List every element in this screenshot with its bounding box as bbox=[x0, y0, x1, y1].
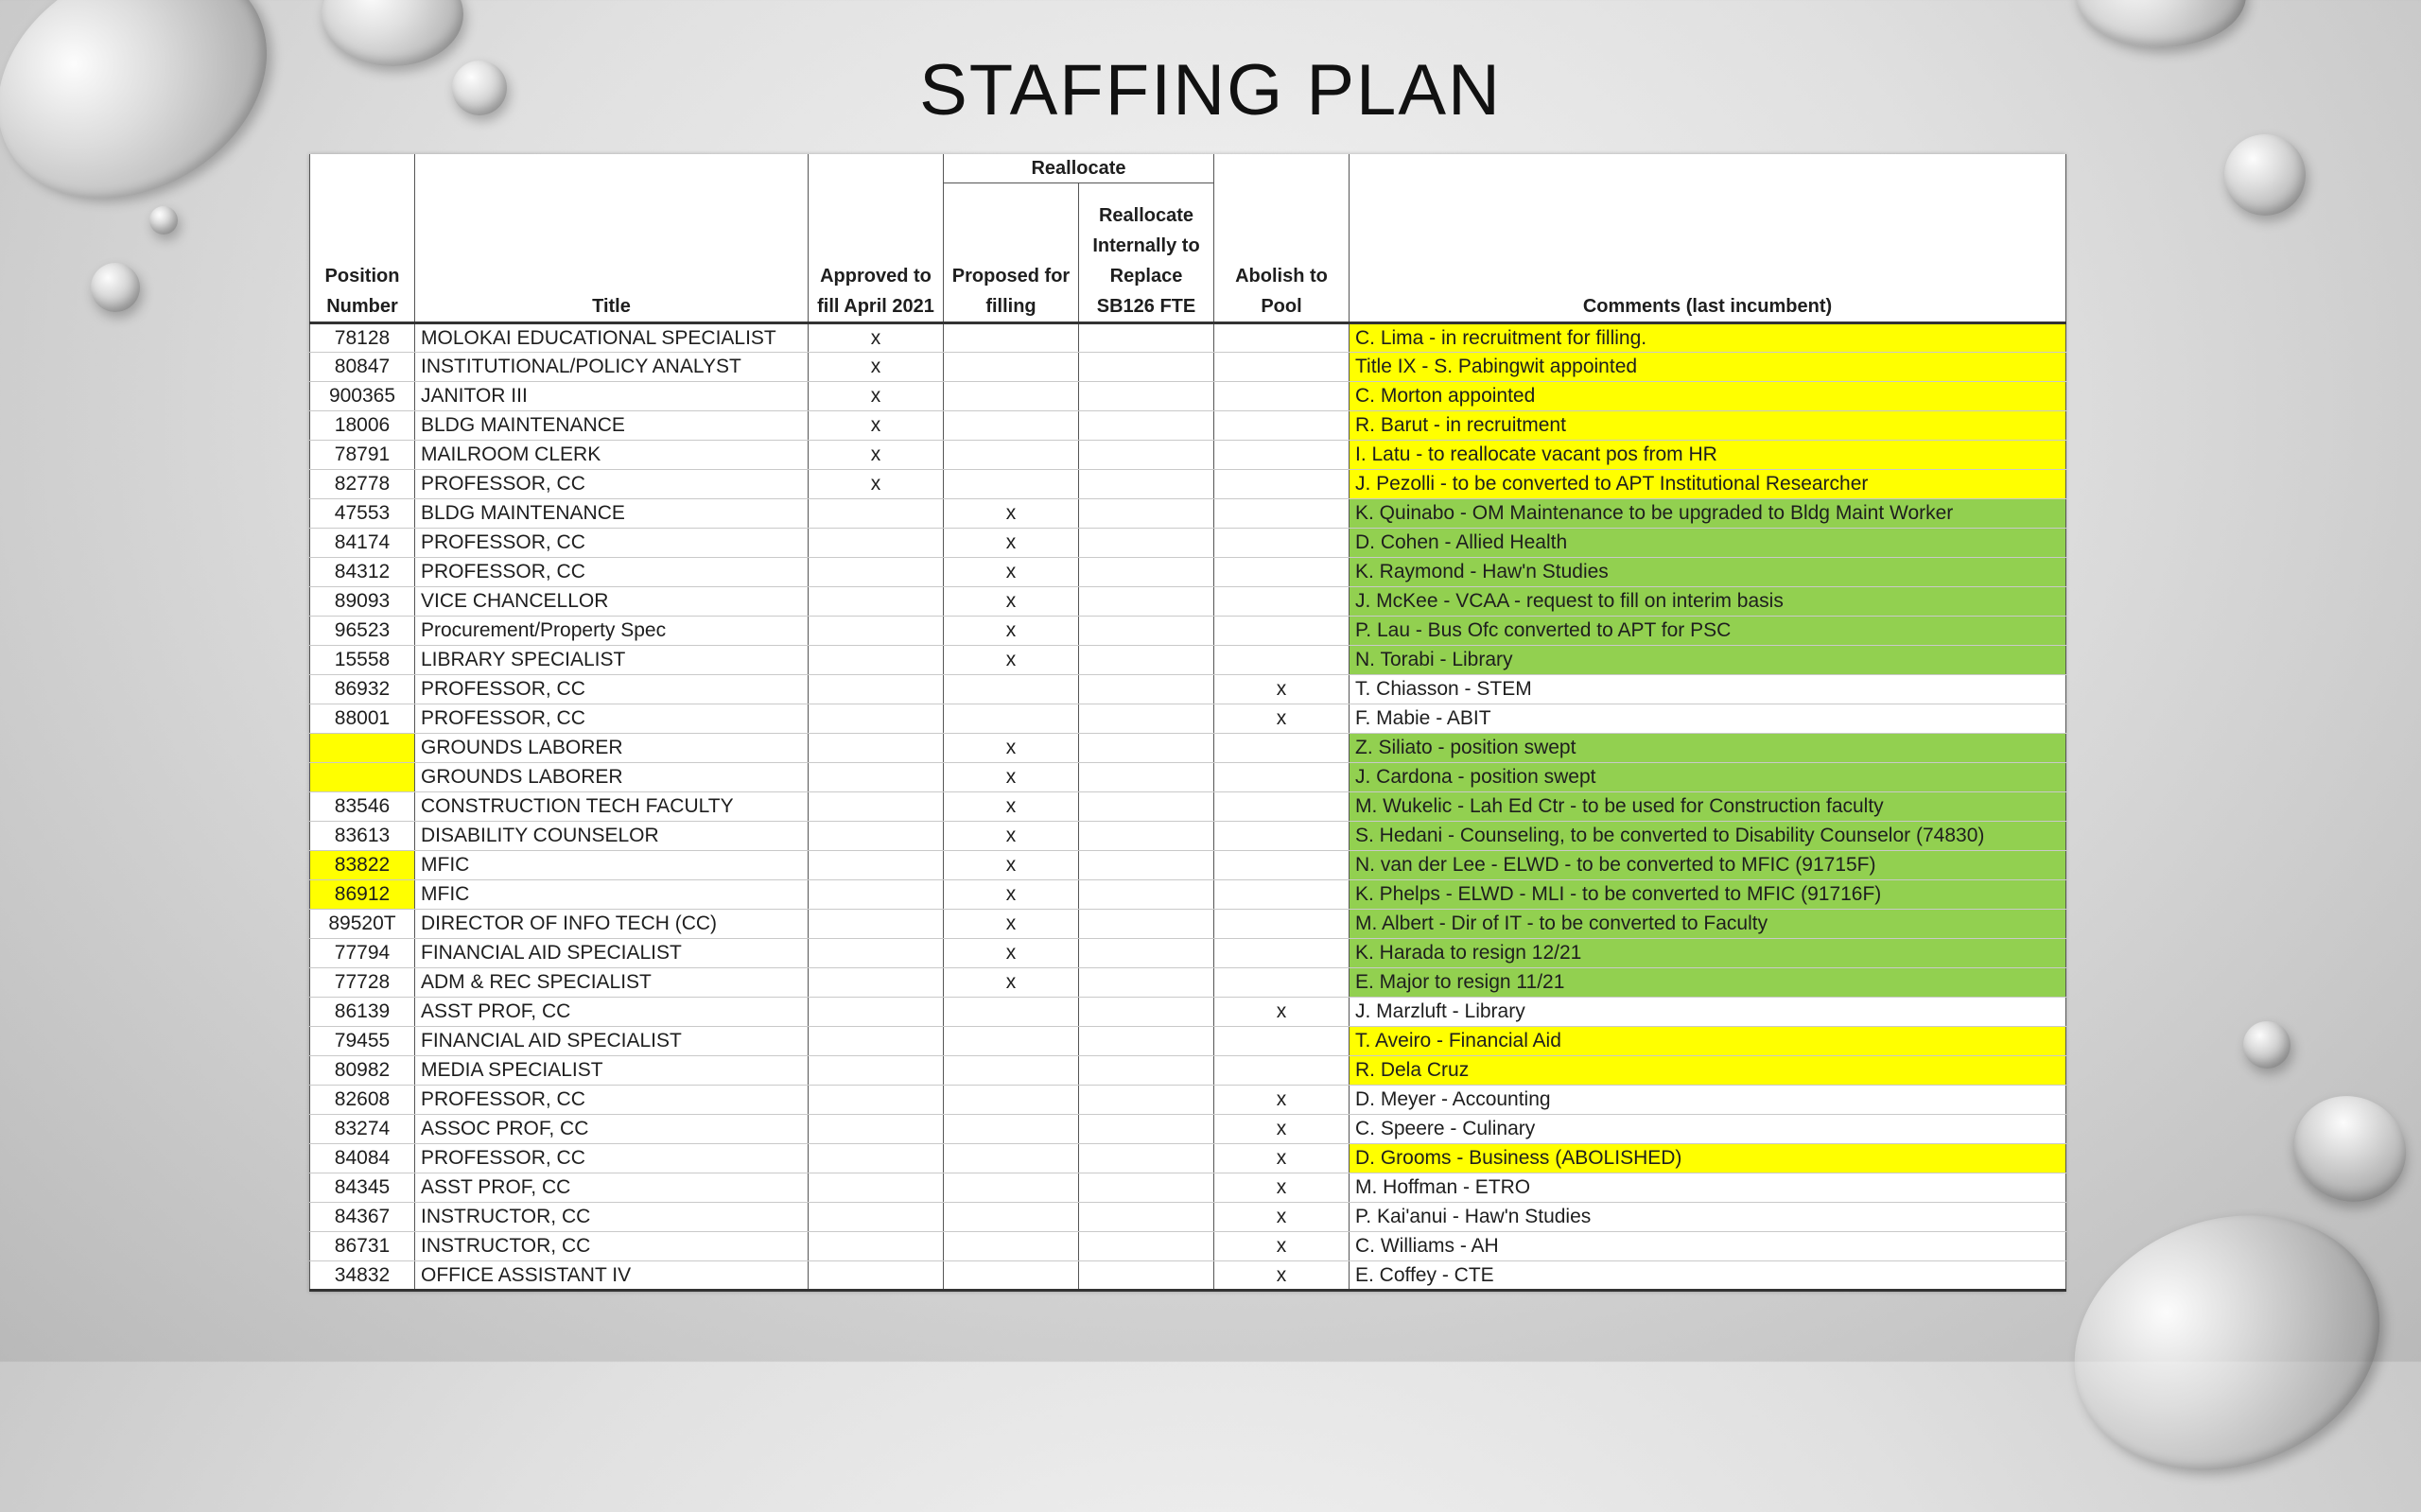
cell-approved bbox=[809, 851, 944, 880]
cell-comment: C. Lima - in recruitment for filling. bbox=[1350, 323, 2066, 353]
cell-comment: P. Lau - Bus Ofc converted to APT for PSC bbox=[1350, 617, 2066, 646]
cell-comment: I. Latu - to reallocate vacant pos from HR bbox=[1350, 441, 2066, 470]
cell-position-number: 78791 bbox=[310, 441, 415, 470]
header-comments bbox=[1350, 183, 2066, 323]
staffing-table-container bbox=[309, 154, 2065, 1292]
cell-approved: x bbox=[809, 382, 944, 411]
cell-abolish bbox=[1214, 792, 1350, 822]
cell-abolish bbox=[1214, 470, 1350, 499]
cell-comment: Z. Siliato - position swept bbox=[1350, 734, 2066, 763]
cell-approved bbox=[809, 529, 944, 558]
cell-reallocate-internal bbox=[1079, 1144, 1214, 1173]
header-position-number bbox=[310, 183, 415, 323]
cell-reallocate-internal bbox=[1079, 353, 1214, 382]
cell-proposed bbox=[944, 1056, 1079, 1086]
cell-comment: M. Hoffman - ETRO bbox=[1350, 1173, 2066, 1203]
header-spacer bbox=[1214, 154, 1350, 183]
cell-reallocate-internal bbox=[1079, 646, 1214, 675]
cell-title: BLDG MAINTENANCE bbox=[415, 499, 809, 529]
table-row bbox=[310, 704, 2066, 734]
cell-title: PROFESSOR, CC bbox=[415, 675, 809, 704]
table-row bbox=[310, 998, 2066, 1027]
decorative-bubble bbox=[2038, 1173, 2415, 1511]
cell-position-number: 47553 bbox=[310, 499, 415, 529]
cell-reallocate-internal bbox=[1079, 822, 1214, 851]
cell-title: INSTRUCTOR, CC bbox=[415, 1232, 809, 1261]
cell-comment: J. Cardona - position swept bbox=[1350, 763, 2066, 792]
cell-position-number: 15558 bbox=[310, 646, 415, 675]
cell-position-number: 89520T bbox=[310, 910, 415, 939]
cell-abolish bbox=[1214, 646, 1350, 675]
cell-title: ASST PROF, CC bbox=[415, 998, 809, 1027]
cell-reallocate-internal bbox=[1079, 470, 1214, 499]
cell-reallocate-internal bbox=[1079, 998, 1214, 1027]
cell-position-number: 88001 bbox=[310, 704, 415, 734]
cell-approved bbox=[809, 1027, 944, 1056]
cell-title: CONSTRUCTION TECH FACULTY bbox=[415, 792, 809, 822]
cell-abolish: x bbox=[1214, 1086, 1350, 1115]
cell-approved bbox=[809, 1173, 944, 1203]
cell-reallocate-internal bbox=[1079, 880, 1214, 910]
cell-reallocate-internal bbox=[1079, 704, 1214, 734]
cell-approved bbox=[809, 998, 944, 1027]
cell-reallocate-internal bbox=[1079, 734, 1214, 763]
cell-proposed bbox=[944, 1261, 1079, 1291]
cell-proposed: x bbox=[944, 968, 1079, 998]
cell-reallocate-internal bbox=[1079, 910, 1214, 939]
cell-comment: E. Coffey - CTE bbox=[1350, 1261, 2066, 1291]
cell-abolish bbox=[1214, 1056, 1350, 1086]
cell-title: Procurement/Property Spec bbox=[415, 617, 809, 646]
cell-title: MEDIA SPECIALIST bbox=[415, 1056, 809, 1086]
table-row bbox=[310, 1203, 2066, 1232]
cell-comment: P. Kai'anui - Haw'n Studies bbox=[1350, 1203, 2066, 1232]
cell-reallocate-internal bbox=[1079, 763, 1214, 792]
cell-reallocate-internal bbox=[1079, 1115, 1214, 1144]
table-row bbox=[310, 910, 2066, 939]
header-proposed-text: Proposed for filling bbox=[951, 266, 1071, 317]
cell-reallocate-internal bbox=[1079, 1203, 1214, 1232]
table-row bbox=[310, 1261, 2066, 1291]
cell-abolish bbox=[1214, 587, 1350, 617]
staffing-table bbox=[309, 154, 2066, 1292]
cell-approved bbox=[809, 558, 944, 587]
cell-position-number: 83822 bbox=[310, 851, 415, 880]
decorative-bubble bbox=[91, 263, 140, 312]
cell-abolish bbox=[1214, 851, 1350, 880]
table-row bbox=[310, 1144, 2066, 1173]
cell-comment: C. Speere - Culinary bbox=[1350, 1115, 2066, 1144]
cell-proposed: x bbox=[944, 939, 1079, 968]
cell-approved bbox=[809, 499, 944, 529]
decorative-bubble bbox=[2243, 1021, 2290, 1069]
cell-comment: R. Barut - in recruitment bbox=[1350, 411, 2066, 441]
cell-proposed bbox=[944, 704, 1079, 734]
cell-reallocate-internal bbox=[1079, 1173, 1214, 1203]
cell-title: PROFESSOR, CC bbox=[415, 529, 809, 558]
header-spacer bbox=[809, 154, 944, 183]
cell-proposed: x bbox=[944, 499, 1079, 529]
cell-position-number: 83546 bbox=[310, 792, 415, 822]
header-spacer bbox=[310, 154, 415, 183]
cell-title: LIBRARY SPECIALIST bbox=[415, 646, 809, 675]
cell-reallocate-internal bbox=[1079, 792, 1214, 822]
cell-abolish bbox=[1214, 617, 1350, 646]
cell-approved bbox=[809, 910, 944, 939]
cell-comment: S. Hedani - Counseling, to be converted to Disability Counselor (74830) bbox=[1350, 822, 2066, 851]
cell-position-number: 82608 bbox=[310, 1086, 415, 1115]
cell-abolish bbox=[1214, 411, 1350, 441]
table-row bbox=[310, 353, 2066, 382]
header-comments-text: Comments (last incumbent) bbox=[1582, 296, 1833, 317]
table-row bbox=[310, 1115, 2066, 1144]
table-row bbox=[310, 470, 2066, 499]
cell-approved bbox=[809, 1115, 944, 1144]
cell-position-number: 77794 bbox=[310, 939, 415, 968]
cell-approved bbox=[809, 1261, 944, 1291]
cell-comment: K. Raymond - Haw'n Studies bbox=[1350, 558, 2066, 587]
cell-comment: Title IX - S. Pabingwit appointed bbox=[1350, 353, 2066, 382]
table-row bbox=[310, 382, 2066, 411]
cell-comment: C. Williams - AH bbox=[1350, 1232, 2066, 1261]
cell-position-number: 84367 bbox=[310, 1203, 415, 1232]
table-row bbox=[310, 880, 2066, 910]
cell-title: PROFESSOR, CC bbox=[415, 470, 809, 499]
cell-proposed: x bbox=[944, 822, 1079, 851]
cell-position-number: 86139 bbox=[310, 998, 415, 1027]
table-row bbox=[310, 675, 2066, 704]
cell-abolish: x bbox=[1214, 675, 1350, 704]
cell-proposed bbox=[944, 1086, 1079, 1115]
cell-approved: x bbox=[809, 411, 944, 441]
cell-comment: D. Grooms - Business (ABOLISHED) bbox=[1350, 1144, 2066, 1173]
cell-reallocate-internal bbox=[1079, 675, 1214, 704]
cell-proposed: x bbox=[944, 763, 1079, 792]
cell-title: BLDG MAINTENANCE bbox=[415, 411, 809, 441]
table-body bbox=[310, 323, 2066, 1291]
cell-title: INSTITUTIONAL/POLICY ANALYST bbox=[415, 353, 809, 382]
cell-abolish bbox=[1214, 382, 1350, 411]
cell-approved bbox=[809, 792, 944, 822]
cell-comment: N. Torabi - Library bbox=[1350, 646, 2066, 675]
cell-comment: D. Meyer - Accounting bbox=[1350, 1086, 2066, 1115]
table-row bbox=[310, 1027, 2066, 1056]
cell-position-number: 34832 bbox=[310, 1261, 415, 1291]
cell-abolish bbox=[1214, 499, 1350, 529]
cell-abolish bbox=[1214, 880, 1350, 910]
cell-proposed: x bbox=[944, 851, 1079, 880]
cell-abolish bbox=[1214, 910, 1350, 939]
cell-abolish bbox=[1214, 441, 1350, 470]
cell-abolish bbox=[1214, 353, 1350, 382]
cell-position-number: 84084 bbox=[310, 1144, 415, 1173]
table-row bbox=[310, 822, 2066, 851]
cell-proposed: x bbox=[944, 558, 1079, 587]
table-row bbox=[310, 587, 2066, 617]
header-group-row bbox=[310, 154, 2066, 183]
cell-proposed bbox=[944, 441, 1079, 470]
decorative-bubble bbox=[2076, 0, 2246, 47]
header-position-number-text: Position Number bbox=[324, 266, 400, 317]
cell-reallocate-internal bbox=[1079, 1232, 1214, 1261]
cell-approved: x bbox=[809, 441, 944, 470]
cell-comment: T. Aveiro - Financial Aid bbox=[1350, 1027, 2066, 1056]
cell-position-number: 77728 bbox=[310, 968, 415, 998]
cell-reallocate-internal bbox=[1079, 851, 1214, 880]
cell-approved bbox=[809, 675, 944, 704]
cell-title: VICE CHANCELLOR bbox=[415, 587, 809, 617]
cell-proposed bbox=[944, 470, 1079, 499]
table-row bbox=[310, 558, 2066, 587]
cell-comment: R. Dela Cruz bbox=[1350, 1056, 2066, 1086]
cell-reallocate-internal bbox=[1079, 529, 1214, 558]
cell-reallocate-internal bbox=[1079, 499, 1214, 529]
header-reallocate-internal-text: Reallocate Internally to Replace SB126 FTE bbox=[1092, 205, 1200, 317]
cell-reallocate-internal bbox=[1079, 441, 1214, 470]
cell-title: MFIC bbox=[415, 851, 809, 880]
table-row bbox=[310, 1232, 2066, 1261]
cell-reallocate-internal bbox=[1079, 382, 1214, 411]
table-row bbox=[310, 939, 2066, 968]
cell-reallocate-internal bbox=[1079, 617, 1214, 646]
cell-abolish bbox=[1214, 1027, 1350, 1056]
cell-approved bbox=[809, 1232, 944, 1261]
cell-approved bbox=[809, 1086, 944, 1115]
cell-abolish: x bbox=[1214, 1232, 1350, 1261]
table-row bbox=[310, 1056, 2066, 1086]
cell-reallocate-internal bbox=[1079, 939, 1214, 968]
cell-reallocate-internal bbox=[1079, 1086, 1214, 1115]
cell-reallocate-internal bbox=[1079, 1027, 1214, 1056]
header-approved bbox=[809, 183, 944, 323]
header-abolish-text: Abolish to Pool bbox=[1235, 266, 1328, 317]
cell-proposed bbox=[944, 1232, 1079, 1261]
header-reallocate-internal bbox=[1079, 183, 1214, 323]
table-row bbox=[310, 529, 2066, 558]
cell-abolish: x bbox=[1214, 998, 1350, 1027]
cell-approved: x bbox=[809, 323, 944, 353]
table-row bbox=[310, 646, 2066, 675]
cell-comment: J. Pezolli - to be converted to APT Institutional Researcher bbox=[1350, 470, 2066, 499]
cell-abolish bbox=[1214, 529, 1350, 558]
table-row bbox=[310, 968, 2066, 998]
cell-position-number: 80982 bbox=[310, 1056, 415, 1086]
cell-position-number: 84312 bbox=[310, 558, 415, 587]
cell-position-number: 79455 bbox=[310, 1027, 415, 1056]
cell-abolish bbox=[1214, 734, 1350, 763]
header-spacer bbox=[1350, 154, 2066, 183]
cell-abolish: x bbox=[1214, 1261, 1350, 1291]
cell-reallocate-internal bbox=[1079, 411, 1214, 441]
cell-proposed: x bbox=[944, 617, 1079, 646]
cell-abolish bbox=[1214, 323, 1350, 353]
table-row bbox=[310, 1086, 2066, 1115]
cell-proposed bbox=[944, 675, 1079, 704]
cell-comment: K. Quinabo - OM Maintenance to be upgraded to Bldg Maint Worker bbox=[1350, 499, 2066, 529]
table-row bbox=[310, 734, 2066, 763]
cell-title: FINANCIAL AID SPECIALIST bbox=[415, 939, 809, 968]
cell-reallocate-internal bbox=[1079, 558, 1214, 587]
cell-position-number: 84345 bbox=[310, 1173, 415, 1203]
cell-abolish: x bbox=[1214, 1144, 1350, 1173]
cell-title: MAILROOM CLERK bbox=[415, 441, 809, 470]
table-row bbox=[310, 763, 2066, 792]
cell-proposed: x bbox=[944, 587, 1079, 617]
cell-position-number: 18006 bbox=[310, 411, 415, 441]
table-row bbox=[310, 617, 2066, 646]
decorative-bubble bbox=[149, 206, 178, 235]
cell-comment: J. McKee - VCAA - request to fill on interim basis bbox=[1350, 587, 2066, 617]
cell-title: PROFESSOR, CC bbox=[415, 704, 809, 734]
cell-approved: x bbox=[809, 353, 944, 382]
cell-reallocate-internal bbox=[1079, 1056, 1214, 1086]
cell-approved bbox=[809, 880, 944, 910]
cell-comment: F. Mabie - ABIT bbox=[1350, 704, 2066, 734]
cell-approved bbox=[809, 617, 944, 646]
cell-abolish: x bbox=[1214, 1203, 1350, 1232]
decorative-bubble bbox=[2276, 1078, 2421, 1220]
cell-title: GROUNDS LABORER bbox=[415, 763, 809, 792]
cell-position-number: 86731 bbox=[310, 1232, 415, 1261]
cell-approved bbox=[809, 822, 944, 851]
cell-position-number: 89093 bbox=[310, 587, 415, 617]
cell-reallocate-internal bbox=[1079, 587, 1214, 617]
cell-proposed bbox=[944, 1115, 1079, 1144]
cell-position-number: 82778 bbox=[310, 470, 415, 499]
cell-abolish bbox=[1214, 822, 1350, 851]
cell-approved bbox=[809, 939, 944, 968]
cell-proposed: x bbox=[944, 646, 1079, 675]
cell-comment: M. Albert - Dir of IT - to be converted to Faculty bbox=[1350, 910, 2066, 939]
header-spacer bbox=[415, 154, 809, 183]
cell-comment: C. Morton appointed bbox=[1350, 382, 2066, 411]
table-row bbox=[310, 1173, 2066, 1203]
decorative-bubble bbox=[2224, 134, 2306, 216]
cell-abolish: x bbox=[1214, 1173, 1350, 1203]
cell-position-number: 96523 bbox=[310, 617, 415, 646]
table-row bbox=[310, 499, 2066, 529]
cell-abolish: x bbox=[1214, 704, 1350, 734]
cell-title: ASSOC PROF, CC bbox=[415, 1115, 809, 1144]
header-approved-text: Approved to fill April 2021 bbox=[817, 266, 934, 317]
page-title: STAFFING PLAN bbox=[919, 50, 1502, 130]
cell-title: MOLOKAI EDUCATIONAL SPECIALIST bbox=[415, 323, 809, 353]
cell-comment: T. Chiasson - STEM bbox=[1350, 675, 2066, 704]
cell-proposed: x bbox=[944, 734, 1079, 763]
cell-proposed bbox=[944, 323, 1079, 353]
cell-approved: x bbox=[809, 470, 944, 499]
cell-proposed bbox=[944, 1027, 1079, 1056]
cell-approved bbox=[809, 587, 944, 617]
cell-position-number bbox=[310, 734, 415, 763]
cell-title: GROUNDS LABORER bbox=[415, 734, 809, 763]
table-row bbox=[310, 792, 2066, 822]
cell-proposed bbox=[944, 411, 1079, 441]
cell-position-number: 84174 bbox=[310, 529, 415, 558]
cell-approved bbox=[809, 968, 944, 998]
table-row bbox=[310, 441, 2066, 470]
cell-approved bbox=[809, 1203, 944, 1232]
cell-comment: K. Harada to resign 12/21 bbox=[1350, 939, 2066, 968]
cell-abolish bbox=[1214, 968, 1350, 998]
cell-proposed bbox=[944, 1173, 1079, 1203]
cell-position-number: 80847 bbox=[310, 353, 415, 382]
cell-title: FINANCIAL AID SPECIALIST bbox=[415, 1027, 809, 1056]
cell-title: DIRECTOR OF INFO TECH (CC) bbox=[415, 910, 809, 939]
cell-title: INSTRUCTOR, CC bbox=[415, 1203, 809, 1232]
cell-position-number: 86932 bbox=[310, 675, 415, 704]
cell-proposed bbox=[944, 1203, 1079, 1232]
cell-proposed: x bbox=[944, 529, 1079, 558]
cell-comment: E. Major to resign 11/21 bbox=[1350, 968, 2066, 998]
cell-proposed bbox=[944, 1144, 1079, 1173]
cell-comment: K. Phelps - ELWD - MLI - to be converted to MFIC (91716F) bbox=[1350, 880, 2066, 910]
cell-title: PROFESSOR, CC bbox=[415, 558, 809, 587]
cell-proposed bbox=[944, 382, 1079, 411]
cell-title: OFFICE ASSISTANT IV bbox=[415, 1261, 809, 1291]
header-row bbox=[310, 183, 2066, 323]
cell-proposed: x bbox=[944, 792, 1079, 822]
header-proposed bbox=[944, 183, 1079, 323]
cell-title: PROFESSOR, CC bbox=[415, 1144, 809, 1173]
cell-abolish: x bbox=[1214, 1115, 1350, 1144]
cell-abolish bbox=[1214, 558, 1350, 587]
header-title-text: Title bbox=[592, 296, 631, 317]
cell-approved bbox=[809, 704, 944, 734]
cell-proposed bbox=[944, 353, 1079, 382]
cell-position-number: 83613 bbox=[310, 822, 415, 851]
cell-title: JANITOR III bbox=[415, 382, 809, 411]
cell-title: DISABILITY COUNSELOR bbox=[415, 822, 809, 851]
cell-title: ADM & REC SPECIALIST bbox=[415, 968, 809, 998]
cell-proposed bbox=[944, 998, 1079, 1027]
table-row bbox=[310, 323, 2066, 353]
header-abolish bbox=[1214, 183, 1350, 323]
table-row bbox=[310, 411, 2066, 441]
cell-reallocate-internal bbox=[1079, 1261, 1214, 1291]
cell-position-number: 900365 bbox=[310, 382, 415, 411]
cell-abolish bbox=[1214, 763, 1350, 792]
cell-proposed: x bbox=[944, 880, 1079, 910]
cell-position-number: 86912 bbox=[310, 880, 415, 910]
cell-position-number: 78128 bbox=[310, 323, 415, 353]
cell-title: ASST PROF, CC bbox=[415, 1173, 809, 1203]
cell-comment: M. Wukelic - Lah Ed Ctr - to be used for Construction faculty bbox=[1350, 792, 2066, 822]
cell-reallocate-internal bbox=[1079, 323, 1214, 353]
cell-approved bbox=[809, 646, 944, 675]
cell-comment: N. van der Lee - ELWD - to be converted to MFIC (91715F) bbox=[1350, 851, 2066, 880]
cell-title: PROFESSOR, CC bbox=[415, 1086, 809, 1115]
cell-position-number bbox=[310, 763, 415, 792]
cell-approved bbox=[809, 734, 944, 763]
header-reallocate-group: Reallocate bbox=[944, 154, 1214, 183]
cell-comment: J. Marzluft - Library bbox=[1350, 998, 2066, 1027]
cell-approved bbox=[809, 1144, 944, 1173]
cell-comment: D. Cohen - Allied Health bbox=[1350, 529, 2066, 558]
cell-reallocate-internal bbox=[1079, 968, 1214, 998]
cell-position-number: 83274 bbox=[310, 1115, 415, 1144]
cell-title: MFIC bbox=[415, 880, 809, 910]
table-row bbox=[310, 851, 2066, 880]
cell-approved bbox=[809, 763, 944, 792]
cell-proposed: x bbox=[944, 910, 1079, 939]
header-title bbox=[415, 183, 809, 323]
cell-abolish bbox=[1214, 939, 1350, 968]
cell-approved bbox=[809, 1056, 944, 1086]
